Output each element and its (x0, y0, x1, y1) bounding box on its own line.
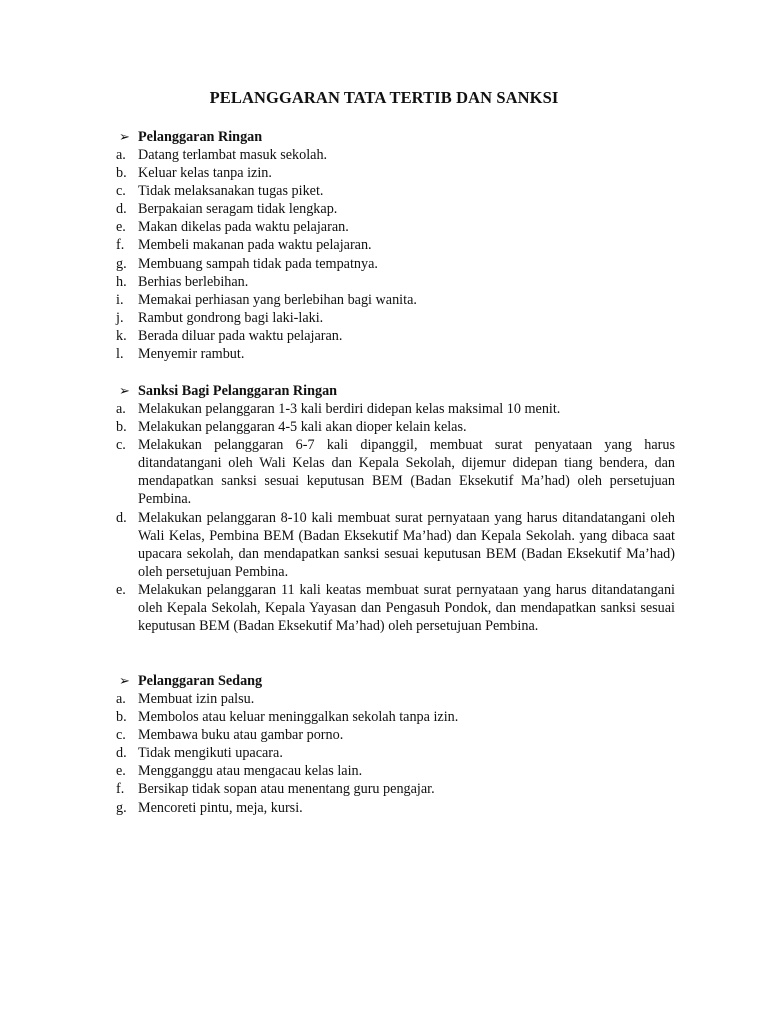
list-item (116, 164, 675, 182)
item-text: Melakukan pelanggaran 4-5 kali akan dioper kelain kelas. (138, 419, 467, 436)
item-text: Membuang sampah tidak pada tempatnya. (138, 255, 378, 272)
list-item (116, 780, 675, 798)
list-item (116, 255, 675, 273)
list-item (116, 799, 675, 817)
item-marker: f. (116, 781, 125, 798)
item-text: Melakukan pelanggaran 8-10 kali membuat surat pernyataan yang harus ditandatangani oleh Wali Kelas, Pembina BEM (Badan Eksekutif Ma’had) dan Kepala Sekolah. yang dibaca saat upacara sekolah, dan mendapatkan sanksi sesuai keputusan BEM (Badan Eksekutif Ma’had) oleh persetujuan Pembina. (138, 509, 675, 580)
list-item (116, 581, 675, 635)
item-text: Berada diluar pada waktu pelajaran. (138, 327, 343, 344)
list-item (116, 146, 675, 164)
item-text: Rambut gondrong bagi laki-laki. (138, 309, 324, 326)
item-text: Menyemir rambut. (138, 346, 245, 363)
list-item (116, 273, 675, 291)
arrow-bullet-icon: ➢ (119, 383, 130, 398)
item-marker: j. (116, 309, 124, 326)
item-text: Berpakaian seragam tidak lengkap. (138, 201, 338, 218)
item-text: Datang terlambat masuk sekolah. (138, 147, 328, 163)
item-marker: g. (116, 799, 127, 816)
page-title: PELANGGARAN TATA TERTIB DAN SANKSI (209, 88, 559, 107)
list-item (116, 418, 675, 436)
item-marker: e. (116, 763, 126, 780)
item-text: Melakukan pelanggaran 1-3 kali berdiri didepan kelas maksimal 10 menit. (138, 401, 561, 417)
list-item (116, 327, 675, 345)
section-pelanggaran-sedang (116, 672, 675, 817)
item-marker: k. (116, 327, 127, 344)
list-item (116, 708, 675, 726)
item-marker: e. (116, 581, 126, 598)
item-text: Mengganggu atau mengacau kelas lain. (138, 763, 363, 780)
item-marker: l. (116, 346, 124, 363)
arrow-bullet-icon: ➢ (119, 673, 130, 688)
item-text: Berhias berlebihan. (138, 273, 249, 290)
item-marker: d. (116, 509, 127, 526)
list-item (116, 309, 675, 327)
item-text: Melakukan pelanggaran 11 kali keatas membuat surat pernyataan yang harus ditandatangani oleh Kepala Sekolah, Kepala Yayasan dan Pengasuh Pondok, dan mendapatkan sanksi sesuai keputusan BEM (Badan Eksekutif Ma’had) oleh persetujuan Pembina. (138, 581, 675, 635)
item-text: Makan dikelas pada waktu pelajaran. (138, 219, 349, 236)
item-text: Keluar kelas tanpa izin. (138, 165, 272, 182)
list-item (116, 200, 675, 218)
item-marker: c. (116, 183, 126, 200)
item-marker: d. (116, 745, 127, 762)
item-marker: b. (116, 709, 127, 726)
list-item (116, 762, 675, 780)
item-marker: c. (116, 437, 126, 454)
item-text: Tidak mengikuti upacara. (138, 745, 283, 762)
item-list (116, 690, 675, 817)
list-item (116, 726, 675, 744)
list-item (116, 291, 675, 309)
item-marker: a. (116, 691, 126, 707)
section-heading-text: Pelanggaran Sedang (138, 673, 263, 689)
item-text: Membuat izin palsu. (138, 691, 255, 707)
item-marker: c. (116, 727, 126, 744)
item-marker: b. (116, 165, 127, 182)
list-item (116, 182, 675, 200)
item-marker: f. (116, 237, 125, 254)
item-text: Membeli makanan pada waktu pelajaran. (138, 237, 372, 254)
section-heading-text: Pelanggaran Ringan (138, 129, 263, 145)
item-text: Memakai perhiasan yang berlebihan bagi wanita. (138, 291, 417, 308)
section-heading-text: Sanksi Bagi Pelanggaran Ringan (138, 383, 338, 399)
item-text: Mencoreti pintu, meja, kursi. (138, 799, 303, 816)
list-item (116, 345, 675, 363)
item-text: Melakukan pelanggaran 6-7 kali dipanggil, membuat surat penyataan yang harus ditandatangani oleh Wali Kelas dan Kepala Sekolah, dijemur didepan tiang bendera, dan mendapatkan sanksi sesuai keputusan BEM (Badan Eksekutif Ma’had) oleh persetujuan Pembina. (138, 437, 675, 508)
item-marker: a. (116, 401, 126, 417)
list-item (116, 690, 675, 708)
item-marker: h. (116, 273, 127, 290)
item-marker: g. (116, 255, 127, 272)
item-text: Membolos atau keluar meninggalkan sekolah tanpa izin. (138, 709, 459, 726)
section-pelanggaran-ringan (116, 128, 675, 363)
item-marker: e. (116, 219, 126, 236)
section-heading (116, 382, 675, 400)
list-item (116, 436, 675, 508)
item-text: Bersikap tidak sopan atau menentang guru pengajar. (138, 781, 435, 798)
item-text: Tidak melaksanakan tugas piket. (138, 183, 324, 200)
item-text: Membawa buku atau gambar porno. (138, 727, 344, 744)
section-heading (116, 672, 675, 690)
list-item (116, 509, 675, 581)
item-marker: i. (116, 291, 124, 308)
item-marker: a. (116, 147, 126, 163)
list-item (116, 236, 675, 254)
list-item (116, 400, 675, 418)
list-item (116, 218, 675, 236)
item-marker: d. (116, 201, 127, 218)
list-item (116, 744, 675, 762)
item-marker: b. (116, 419, 127, 436)
section-heading (116, 128, 675, 146)
item-list (116, 400, 675, 635)
arrow-bullet-icon: ➢ (119, 129, 130, 144)
section-sanksi-pelanggaran-ringan (116, 382, 675, 635)
item-list (116, 146, 675, 363)
